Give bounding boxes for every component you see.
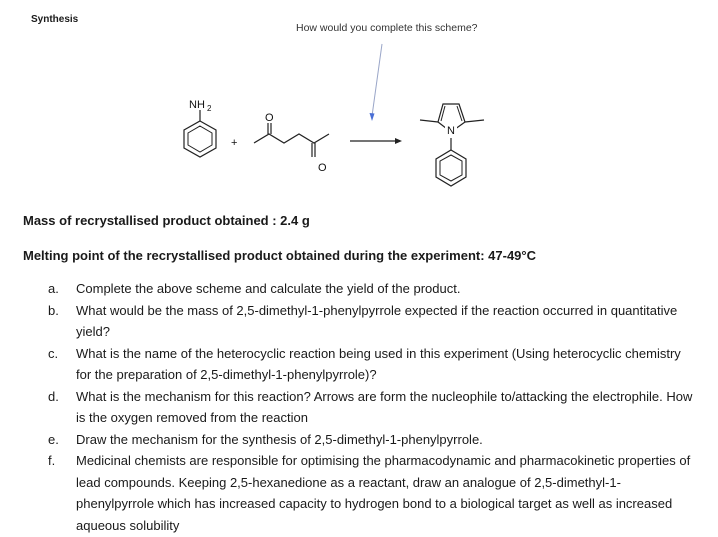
ketone-oxygen-bottom: O <box>318 162 327 174</box>
scheme-question-text: How would you complete this scheme? <box>296 22 478 34</box>
product-mass-text: Mass of recrystallised product obtained : 2.4 g <box>23 213 310 228</box>
question-letter: d. <box>48 388 59 404</box>
melting-point-text: Melting point of the recrystallised product obtained during the experiment: 47-49°C <box>23 248 536 263</box>
question-letter: b. <box>48 302 59 318</box>
aniline-structure <box>184 99 216 157</box>
question-letter: f. <box>48 453 56 468</box>
product-pyrrole-structure <box>420 104 484 186</box>
question-item-c <box>48 343 698 386</box>
question-item-e <box>48 429 698 451</box>
question-text: Complete the above scheme and calculate the yield of the product. <box>76 281 461 296</box>
question-item-d <box>48 386 698 429</box>
callout-arrow <box>370 44 383 121</box>
page-title: Synthesis <box>31 14 79 25</box>
plus-sign: + <box>231 137 238 149</box>
question-text: What is the name of the heterocyclic reaction being used in this experiment (Using heterocyclic chemistry for the preparation of 2,5-dimethyl-1-phenylpyrrole)? <box>76 345 681 382</box>
reaction-scheme <box>0 0 718 205</box>
question-letter: c. <box>48 345 59 361</box>
question-item-b <box>48 300 698 343</box>
question-letter: a. <box>48 281 59 296</box>
hexanedione-structure <box>254 112 329 174</box>
question-letter: e. <box>48 431 59 447</box>
reaction-arrow <box>350 138 402 144</box>
question-item-f <box>48 450 698 536</box>
question-text: What would be the mass of 2,5-dimethyl-1-phenylpyrrole expected if the reaction occurred in quantitative yield? <box>76 302 678 339</box>
question-text: What is the mechanism for this reaction? Arrows are form the nucleophile to/attacking the electrophile. How is the oxygen removed from the reaction <box>76 388 693 425</box>
question-item-a <box>48 278 698 300</box>
question-text: Draw the mechanism for the synthesis of 2,5-dimethyl-1-phenylpyrrole. <box>76 431 483 447</box>
pyrrole-nitrogen: N <box>447 125 455 137</box>
ketone-oxygen-top: O <box>265 112 274 124</box>
amine-subscript: 2 <box>207 104 212 113</box>
amine-label: NH <box>189 99 205 111</box>
question-list <box>48 278 698 536</box>
question-text: Medicinal chemists are responsible for optimising the pharmacodynamic and pharmacokinetic properties of lead compounds. Keeping 2,5-hexanedione as a reactant, draw an analogue of 2,5-dimethyl-1-phenylpyrrole which has increased capacity to hydrogen bond to a biological target as well as increased aqueous solubility <box>76 453 691 533</box>
